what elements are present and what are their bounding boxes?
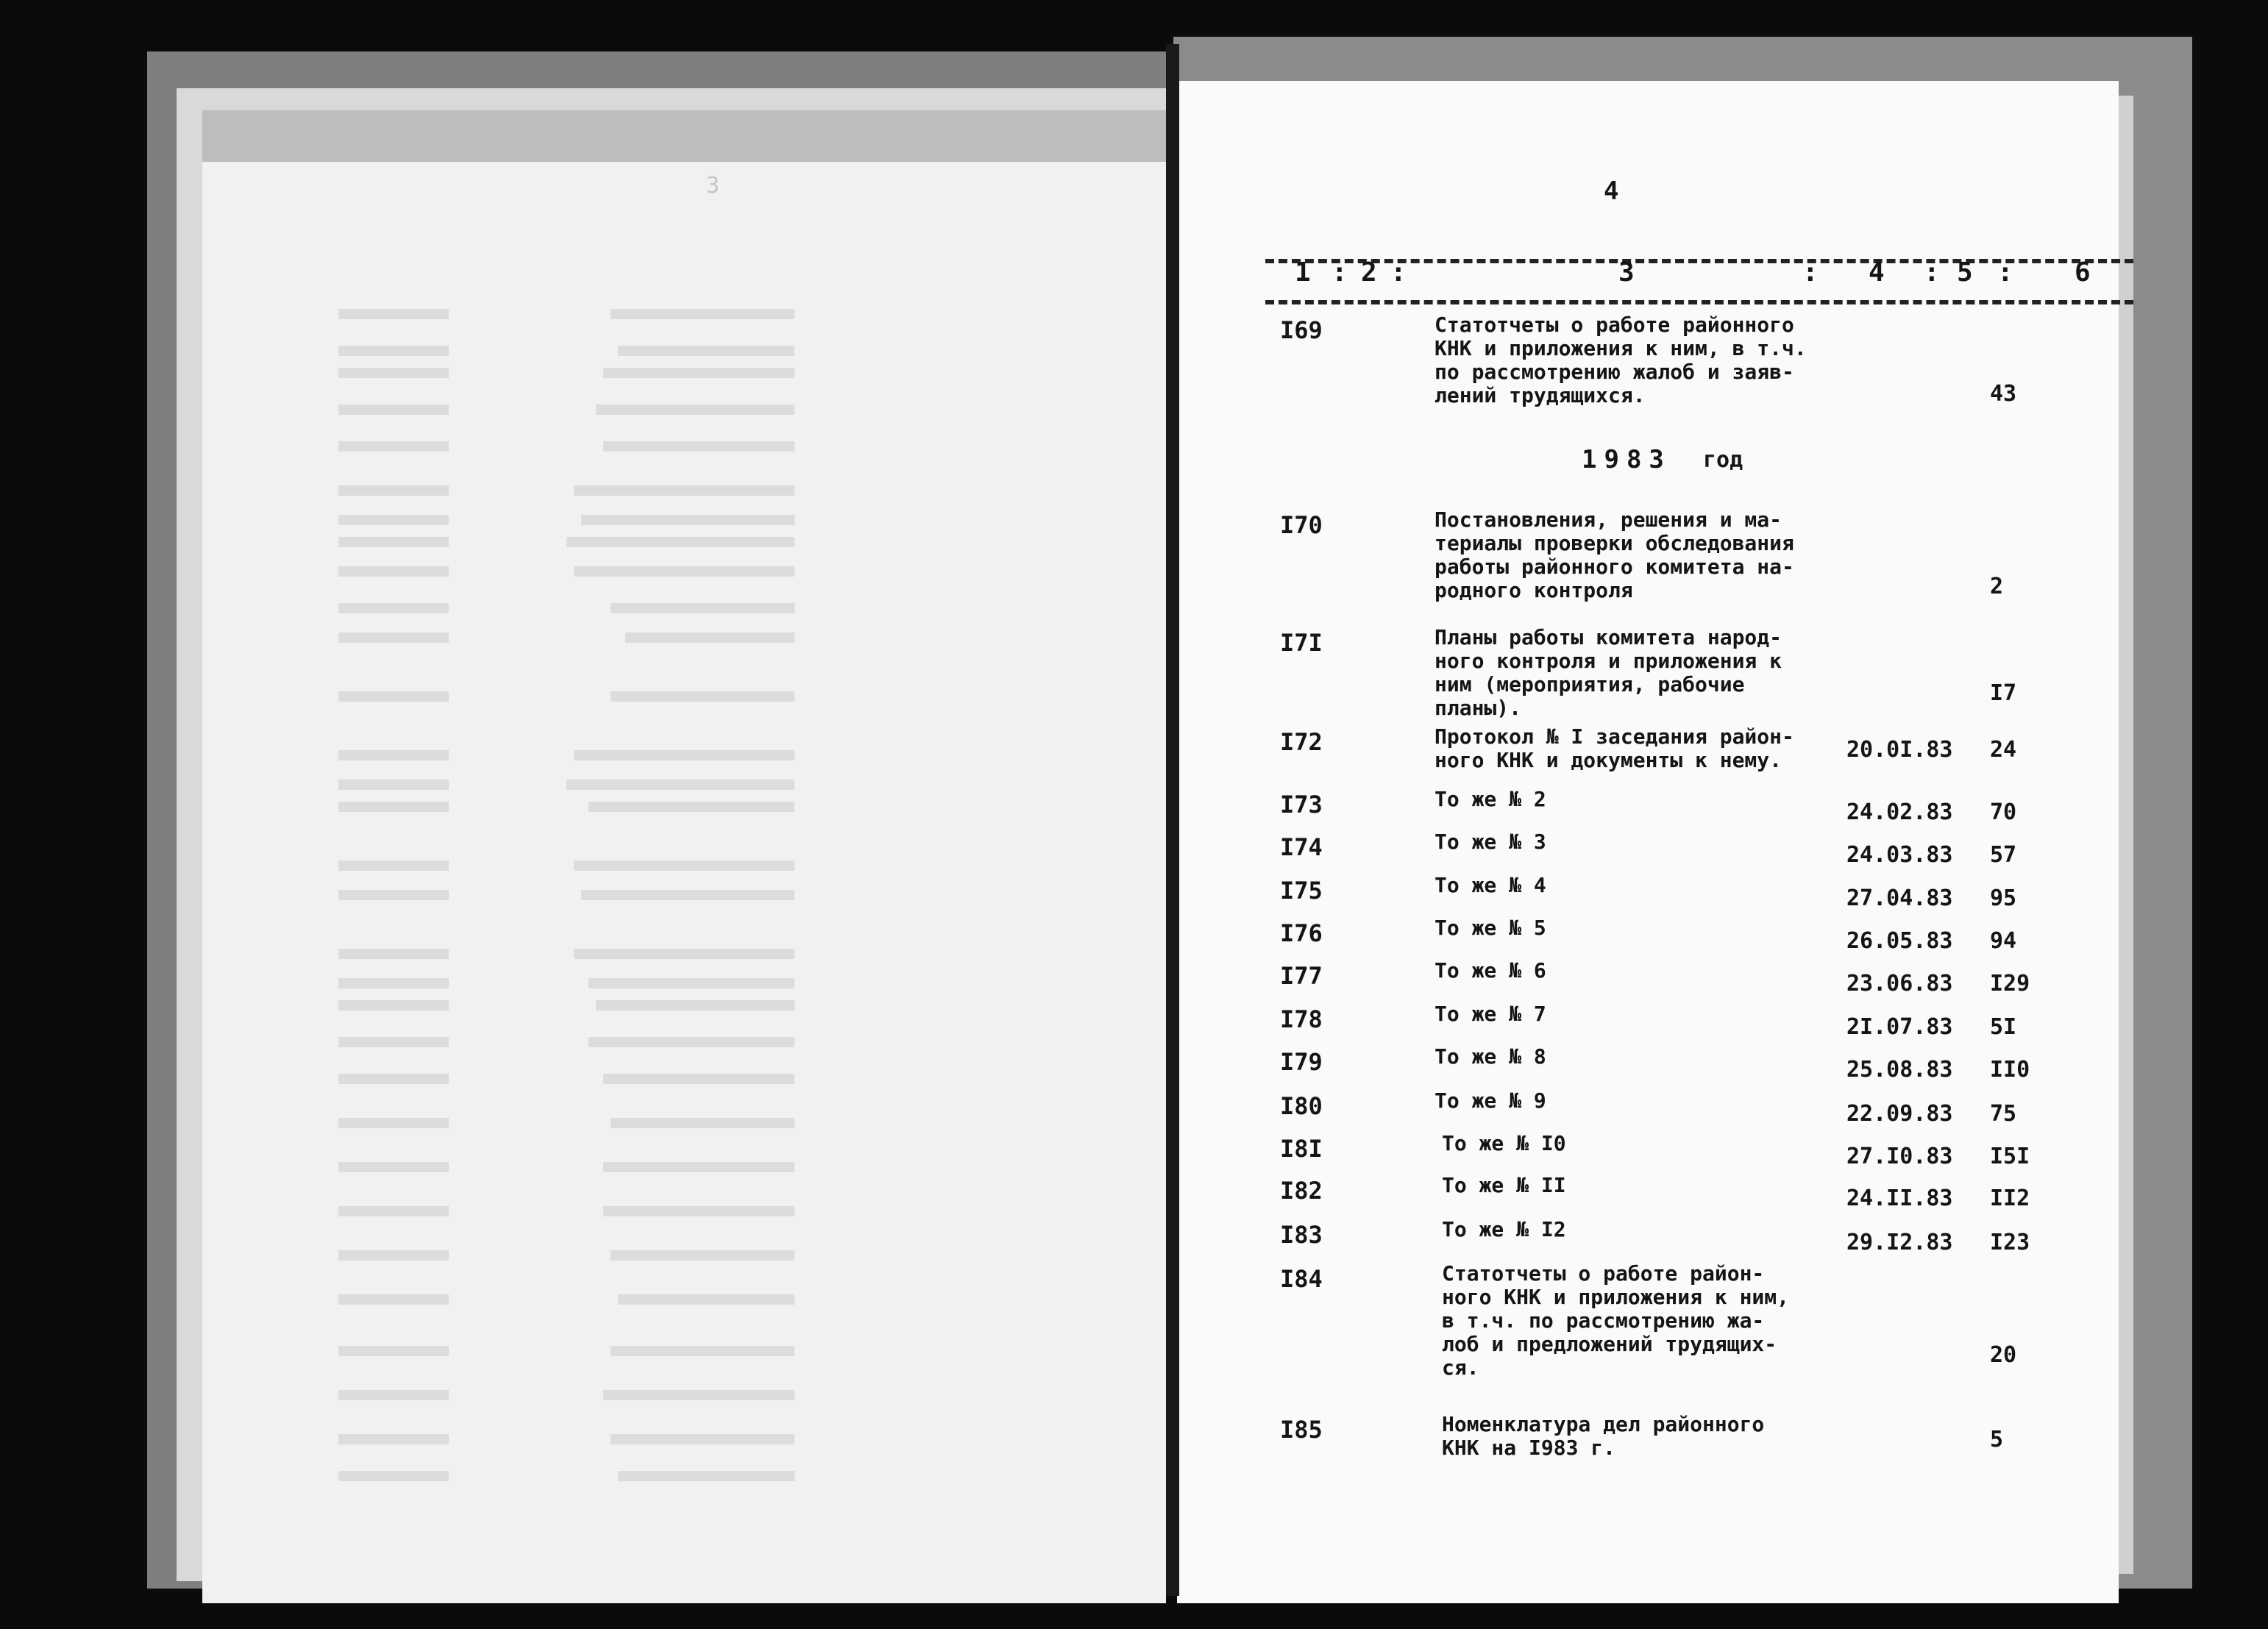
bleedthrough-line [338, 537, 449, 547]
right-page-number: 4 [1604, 177, 1619, 206]
bleedthrough-line [589, 802, 794, 812]
bleedthrough-line [338, 890, 449, 900]
table-header [1273, 257, 2126, 302]
row-date: 29.I2.83 [1846, 1230, 1953, 1255]
bleedthrough-line [338, 1346, 449, 1356]
bleedthrough-line [603, 1162, 794, 1172]
row-title: Номенклатура дел районного КНК на I983 г. [1442, 1412, 1765, 1460]
row-number: I80 [1280, 1092, 1323, 1120]
row-sheets: I23 [1990, 1230, 2030, 1255]
row-sheets: II2 [1990, 1186, 2030, 1211]
bleedthrough-line [566, 780, 794, 790]
bleedthrough-line [596, 404, 794, 415]
row-number: I78 [1280, 1005, 1323, 1033]
book-gutter [1166, 44, 1179, 1596]
row-sheets: 94 [1990, 928, 2017, 954]
row-title: То же № I2 [1442, 1217, 1566, 1241]
row-date: 27.I0.83 [1846, 1144, 1953, 1169]
bleedthrough-line [596, 1000, 794, 1010]
row-number: I8I [1280, 1135, 1323, 1163]
col-sep: : [1997, 257, 2013, 288]
bleedthrough-line [603, 1206, 794, 1216]
bleedthrough-line [566, 537, 794, 547]
row-sheets: 70 [1990, 799, 2017, 825]
row-title: То же № I0 [1442, 1131, 1566, 1155]
row-number: I7I [1280, 629, 1323, 657]
bleedthrough-line [338, 441, 449, 452]
bleedthrough-line [589, 978, 794, 988]
row-number: I75 [1280, 877, 1323, 905]
row-date: 23.06.83 [1846, 971, 1953, 997]
bleedthrough-line [618, 346, 794, 356]
bleedthrough-line [611, 1118, 794, 1128]
row-title: То же № 2 [1435, 787, 1546, 811]
row-title: Протокол № I заседания район- ного КНК и документы к нему. [1435, 724, 1794, 772]
row-date: 24.03.83 [1846, 842, 1953, 868]
bleedthrough-line [603, 441, 794, 452]
bleedthrough-line [603, 1390, 794, 1400]
row-title: То же № 4 [1435, 873, 1546, 897]
row-title: То же № 6 [1435, 958, 1546, 983]
row-date: 27.04.83 [1846, 885, 1953, 911]
row-sheets: I7 [1990, 680, 2017, 706]
bleedthrough-line [338, 368, 449, 378]
row-title: Статотчеты о работе район- ного КНК и приложения к ним, в т.ч. по рассмотрению жа- лоб и предложений трудящих- ся. [1442, 1261, 1790, 1380]
bleedthrough-line [338, 1162, 449, 1172]
year-heading-word: год [1703, 447, 1743, 473]
bleedthrough-line [338, 485, 449, 496]
bleedthrough-line [338, 404, 449, 415]
bleedthrough-line [611, 691, 794, 702]
row-number: I84 [1280, 1265, 1323, 1293]
bleedthrough-line [625, 632, 794, 643]
col-sep: : [1802, 257, 1819, 288]
row-sheets: 57 [1990, 842, 2017, 868]
row-title: То же № 8 [1435, 1044, 1546, 1069]
bleedthrough-line [574, 485, 794, 496]
row-sheets: I29 [1990, 971, 2030, 997]
col-sep: : [1332, 257, 1348, 288]
row-date: 2I.07.83 [1846, 1014, 1953, 1040]
row-title: То же № 3 [1435, 830, 1546, 854]
left-page-shadow-band [202, 110, 1166, 162]
row-number: I77 [1280, 962, 1323, 990]
bleedthrough-line [611, 1346, 794, 1356]
bleedthrough-line [581, 890, 794, 900]
bleedthrough-line [574, 750, 794, 760]
row-title: То же № II [1442, 1173, 1566, 1197]
bleedthrough-line [338, 515, 449, 525]
row-number: I70 [1280, 511, 1323, 539]
bleedthrough-line [618, 1471, 794, 1481]
row-number: I76 [1280, 919, 1323, 947]
bleedthrough-line [574, 860, 794, 871]
col-1-head: 1 [1295, 257, 1311, 288]
bleedthrough-line [611, 603, 794, 613]
bleedthrough-line [338, 1390, 449, 1400]
bleedthrough-line [338, 346, 449, 356]
bleedthrough-line [338, 949, 449, 959]
left-page-number: 3 [706, 173, 720, 199]
bleedthrough-line [618, 1294, 794, 1305]
row-sheets: 20 [1990, 1342, 2017, 1368]
bleedthrough-line [338, 802, 449, 812]
bleedthrough-line [338, 632, 449, 643]
row-sheets: 95 [1990, 885, 2017, 911]
row-sheets: 5 [1990, 1427, 2004, 1452]
row-sheets: 43 [1990, 381, 2017, 407]
col-sep: : [1390, 257, 1407, 288]
bleedthrough-line [581, 515, 794, 525]
bleedthrough-line [338, 691, 449, 702]
bleedthrough-line [338, 1037, 449, 1047]
row-title: То же № 7 [1435, 1002, 1546, 1026]
col-4-head: 4 [1869, 257, 1885, 288]
bleedthrough-line [338, 1118, 449, 1128]
bleedthrough-line [338, 1206, 449, 1216]
row-number: I83 [1280, 1221, 1323, 1249]
row-number: I73 [1280, 791, 1323, 819]
row-sheets: 2 [1990, 574, 2004, 599]
col-5-head: 5 [1957, 257, 1973, 288]
bleedthrough-line [338, 1294, 449, 1305]
bleedthrough-line [338, 860, 449, 871]
row-date: 24.II.83 [1846, 1186, 1953, 1211]
bleedthrough-line [589, 1037, 794, 1047]
row-title: Статотчеты о работе районного КНК и приложения к ним, в т.ч. по рассмотрению жалоб и заяв- лений трудящихся. [1435, 313, 1807, 407]
row-sheets: 24 [1990, 737, 2017, 763]
row-title: Планы работы комитета народ- ного контроля и приложения к ним (мероприятия, рабочие планы). [1435, 625, 1782, 720]
bleedthrough-line [338, 1074, 449, 1084]
bleedthrough-line [338, 1250, 449, 1261]
row-date: 22.09.83 [1846, 1101, 1953, 1127]
row-date: 26.05.83 [1846, 928, 1953, 954]
row-number: I72 [1280, 728, 1323, 756]
row-date: 25.08.83 [1846, 1057, 1953, 1083]
row-sheets: 75 [1990, 1101, 2017, 1127]
bleedthrough-line [574, 566, 794, 577]
row-date: 20.0I.83 [1846, 737, 1953, 763]
bleedthrough-line [338, 603, 449, 613]
bleedthrough-line [338, 566, 449, 577]
row-title: То же № 9 [1435, 1088, 1546, 1113]
bleedthrough-line [603, 1074, 794, 1084]
row-number: I74 [1280, 833, 1323, 861]
row-sheets: 5I [1990, 1014, 2017, 1040]
col-2-head: 2 [1361, 257, 1377, 288]
bleedthrough-line [338, 309, 449, 319]
bleedthrough-line [338, 1471, 449, 1481]
bleedthrough-line [338, 1434, 449, 1444]
year-heading: 1983 [1582, 445, 1671, 474]
row-number: I85 [1280, 1416, 1323, 1444]
col-sep: : [1924, 257, 1940, 288]
col-3-head: 3 [1618, 257, 1635, 288]
row-number: I82 [1280, 1177, 1323, 1205]
bleedthrough-line [611, 1250, 794, 1261]
bleedthrough-line [611, 1434, 794, 1444]
bleedthrough-line [338, 1000, 449, 1010]
bleedthrough-line [611, 309, 794, 319]
row-sheets: II0 [1990, 1057, 2030, 1083]
row-date: 24.02.83 [1846, 799, 1953, 825]
bleedthrough-line [338, 780, 449, 790]
bleedthrough-line [338, 750, 449, 760]
bleedthrough-line [338, 978, 449, 988]
row-number: I69 [1280, 316, 1323, 344]
col-6-head: 6 [2075, 257, 2091, 288]
row-title: То же № 5 [1435, 916, 1546, 940]
bleedthrough-line [574, 949, 794, 959]
row-number: I79 [1280, 1048, 1323, 1076]
row-sheets: I5I [1990, 1144, 2030, 1169]
row-title: Постановления, решения и ма- териалы проверки обследования работы районного комитета на- родного контроля [1435, 507, 1794, 602]
bleedthrough-line [603, 368, 794, 378]
